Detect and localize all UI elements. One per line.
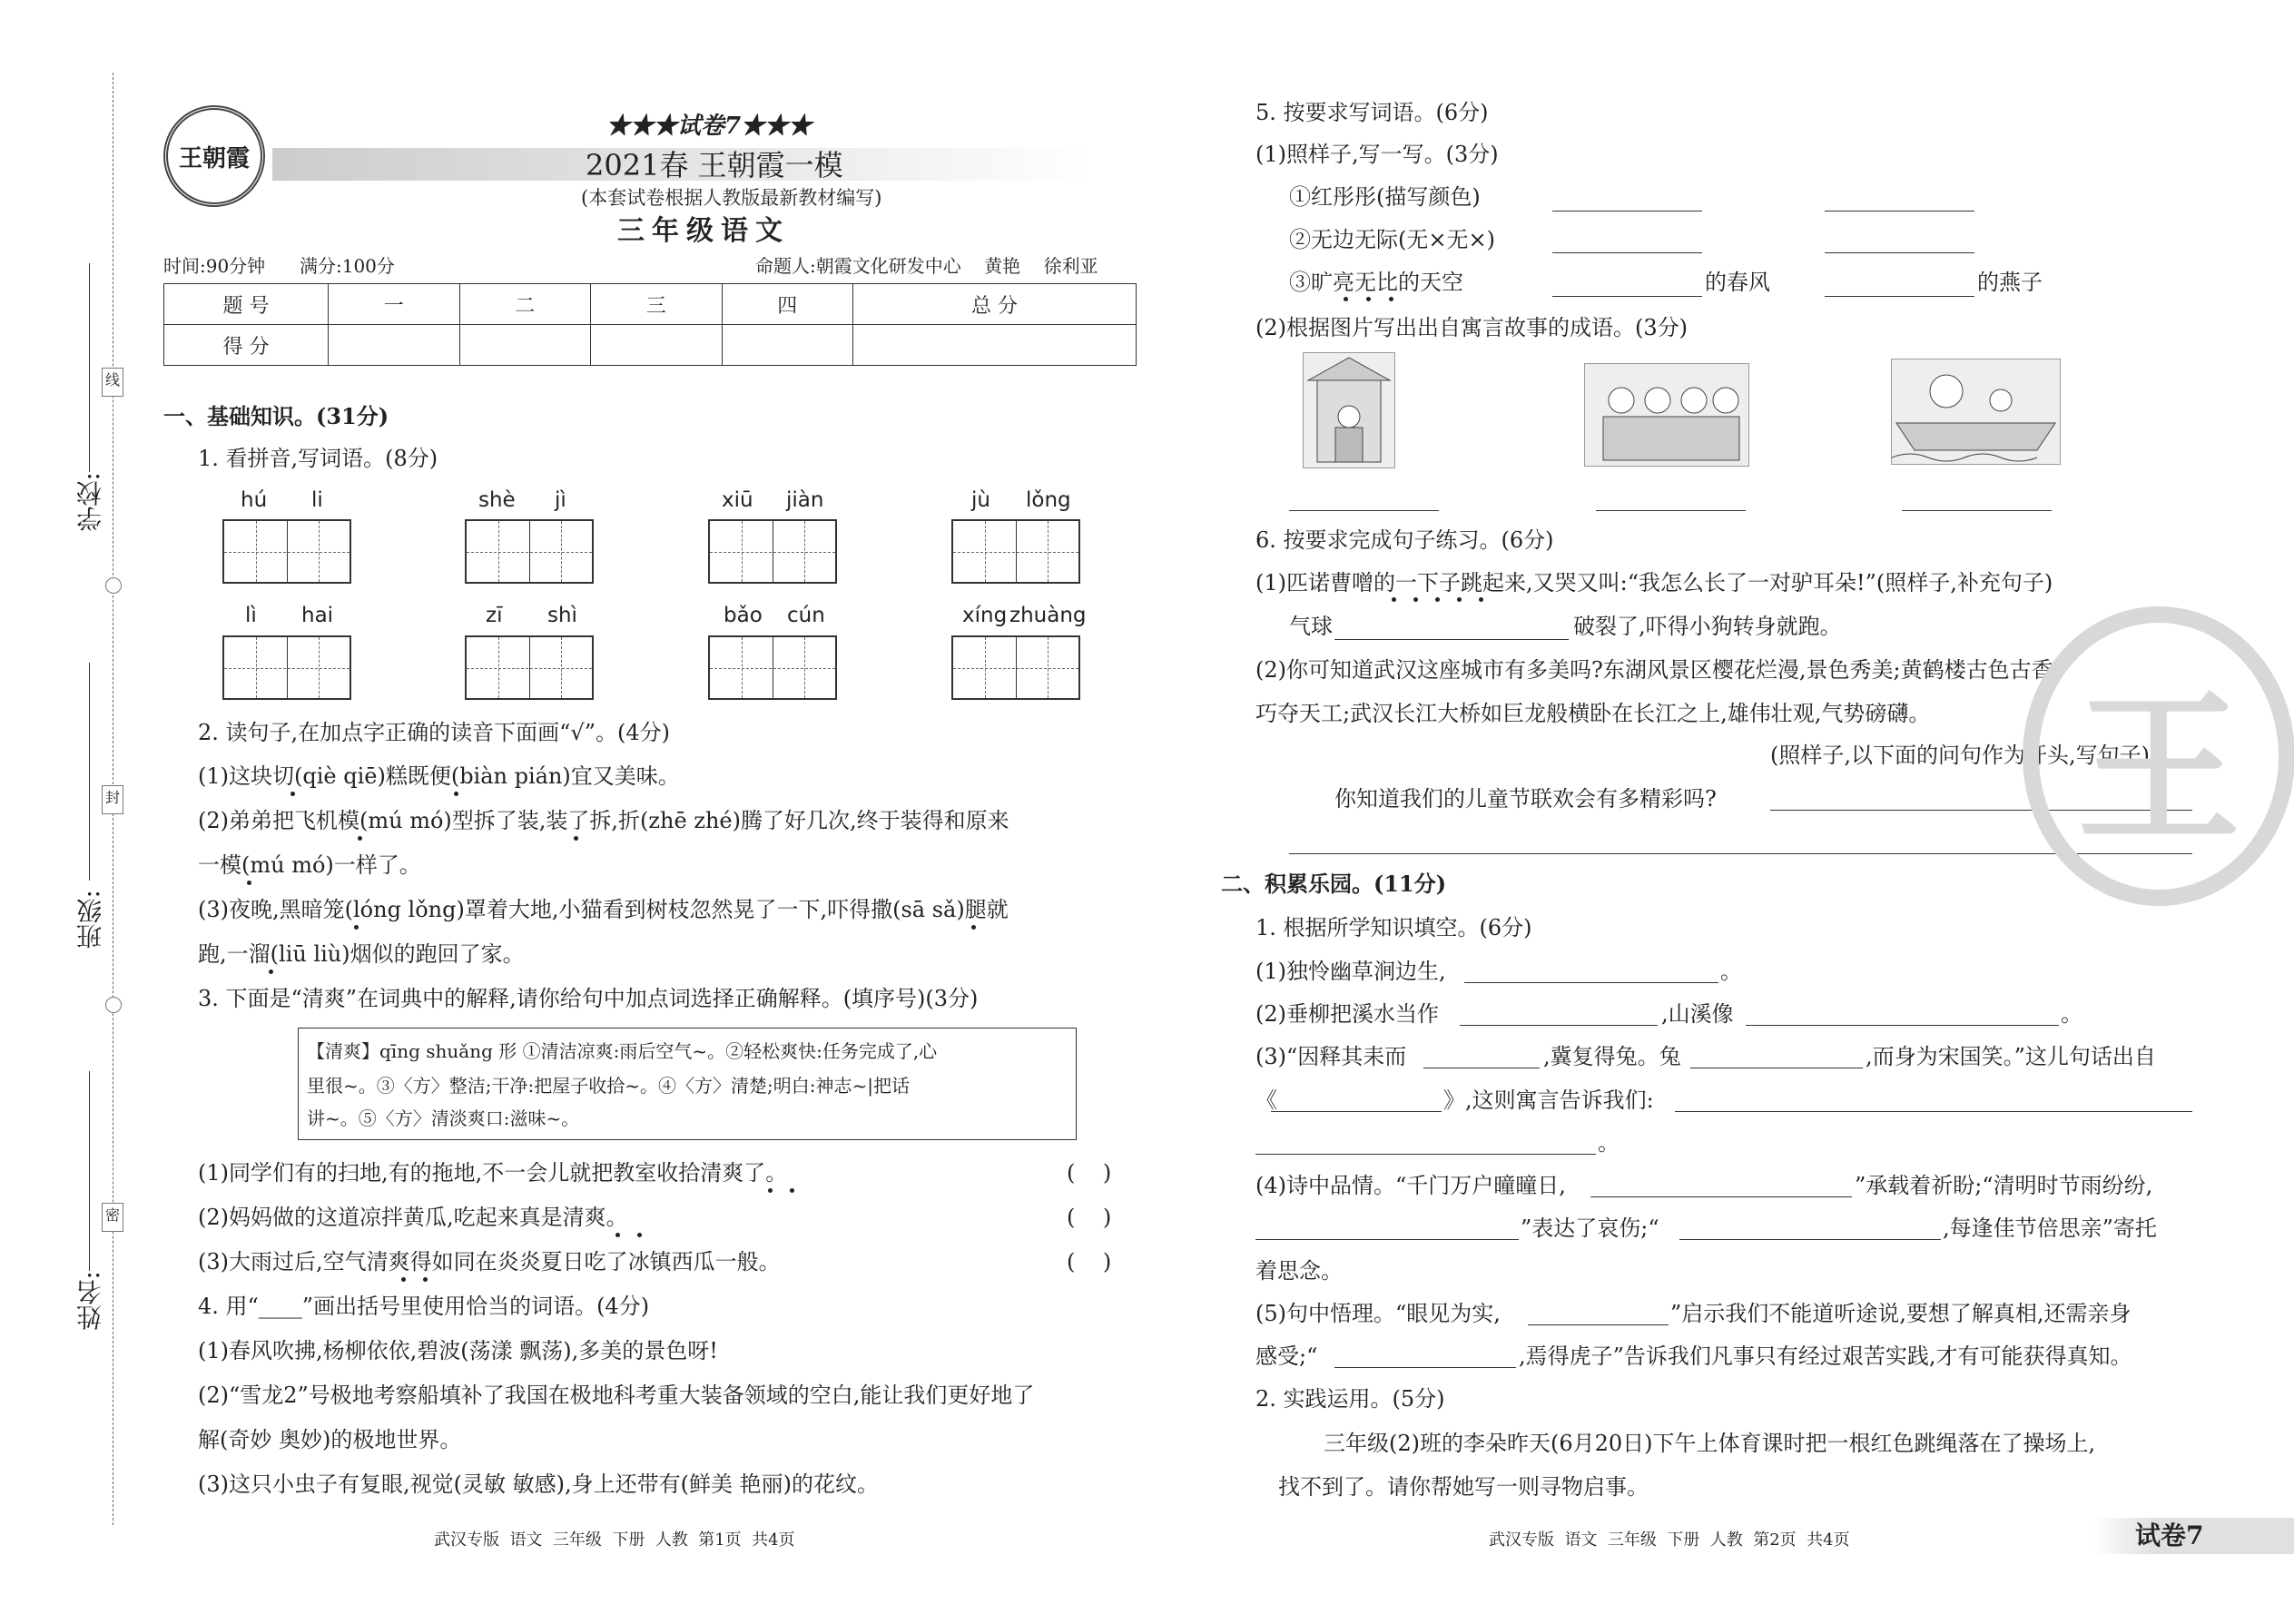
q4-3: (3)这只小虫子有复眼,视觉(灵敏 敏感),身上还带有(鲜美 艳丽)的花纹。: [198, 1471, 879, 1497]
q5-1a: ①红彤彤(描写颜色): [1289, 184, 1481, 210]
q1-title: 1. 看拼音,写词语。(8分): [198, 446, 438, 471]
pinyin: cún: [787, 604, 825, 627]
score-input[interactable]: [459, 325, 591, 366]
r1-4d: ,每逢佳节倍思亲”寄托: [1943, 1216, 2157, 1241]
emphasis-dot: [574, 836, 578, 841]
q6-2d: 你知道我们的儿童节联欢会有多精彩吗?: [1334, 786, 1717, 812]
r1-5b: ”启示我们不能道听途说,要想了解真相,还需亲身: [1670, 1301, 2132, 1326]
answer-paren[interactable]: ( ): [1067, 1160, 1112, 1186]
secret-mark: 密: [102, 1203, 123, 1232]
answer-line[interactable]: [1255, 1239, 1519, 1240]
answer-line[interactable]: [1596, 510, 1746, 511]
right-footer: 武汉专版 语文 三年级 下册 人教 第2页 共4页: [1489, 1530, 1850, 1550]
full-score-label: 满分:100分: [300, 255, 395, 277]
writing-grid[interactable]: [708, 519, 837, 584]
emphasis-dot: [1479, 597, 1483, 602]
pinyin: li: [311, 488, 323, 512]
answer-line[interactable]: [1552, 296, 1702, 297]
watermark-seal: 王: [2023, 606, 2294, 906]
q6-1c: 破裂了,吓得小狗转身就跑。: [1573, 614, 1842, 639]
score-input[interactable]: [722, 325, 853, 366]
answer-line[interactable]: [1255, 1154, 1596, 1155]
writing-grid[interactable]: [222, 519, 351, 584]
answer-line[interactable]: [1679, 1239, 1941, 1240]
writing-grid[interactable]: [465, 635, 594, 700]
emphasis-dot: [354, 925, 359, 930]
q5-1c-3: 的燕子: [1977, 270, 2043, 295]
r2-title: 2. 实践运用。(5分): [1255, 1386, 1445, 1412]
emphasis-dot: [269, 969, 273, 974]
r2-a: 三年级(2)班的李朵昨天(6月20日)下午上体育课时把一根红色跳绳落在了操场上,: [1324, 1431, 2096, 1456]
idiom-picture-1: [1303, 352, 1395, 468]
series-label: ★★★试卷7★★★: [606, 113, 812, 140]
author-label: 命题人:朝霞文化研发中心 黄艳 徐利亚: [755, 255, 1098, 277]
answer-line[interactable]: [1675, 1111, 2192, 1112]
r1-2-end: 。: [2061, 1001, 2082, 1027]
q6-2c: (照样子,以下面的问句作为开头,写句子): [1770, 743, 2150, 768]
r1-3f: 。: [1598, 1130, 1620, 1156]
answer-paren[interactable]: ( ): [1067, 1249, 1112, 1275]
score-label-cell: 得 分: [164, 325, 329, 366]
q4-2b: 解(奇妙 奥妙)的极地世界。: [198, 1427, 462, 1452]
pinyin: lǒng: [1026, 488, 1071, 512]
name-label: 姓名:: [75, 1271, 105, 1331]
answer-line[interactable]: [1552, 252, 1702, 253]
answer-line[interactable]: [1528, 1324, 1669, 1325]
time-label: 时间:90分钟: [163, 255, 266, 277]
emphasis-dot: [790, 1188, 794, 1193]
q2-1: (1)这块切(qiè qiē)糕既便(biàn pián)宜又美味。: [198, 763, 680, 789]
emphasis-dot: [358, 836, 362, 841]
idiom-picture-2: [1584, 363, 1749, 467]
emphasis-dot: [247, 881, 251, 885]
score-input[interactable]: [853, 325, 1137, 366]
r1-5c: 感受;“: [1255, 1343, 1318, 1369]
answer-line[interactable]: [1825, 211, 1974, 212]
q5-1b: ②无边无际(无×无×): [1289, 227, 1495, 252]
q4-title: 4. 用“____”画出括号里使用恰当的词语。(4分): [198, 1294, 650, 1319]
r1-4c: ”表达了哀伤;“: [1521, 1216, 1659, 1241]
pinyin: hai: [301, 604, 334, 627]
q5-1c: ③旷亮无比的天空: [1289, 270, 1463, 295]
school-field[interactable]: [89, 263, 90, 472]
pinyin: xíng: [962, 604, 1008, 627]
r1-title: 1. 根据所学知识填空。(6分): [1255, 915, 1532, 940]
r1-3c: ,而身为宋国笑。”这儿句话出自: [1866, 1044, 2156, 1069]
r1-1-end: 。: [1720, 959, 1742, 984]
writing-grid[interactable]: [222, 635, 351, 700]
score-input[interactable]: [329, 325, 460, 366]
q5-title: 5. 按要求写词语。(6分): [1255, 100, 1489, 125]
q3-title: 3. 下面是“清爽”在词典中的解释,请你给句中加点词选择正确解释。(填序号)(3分): [198, 986, 979, 1011]
pinyin: hú: [241, 488, 268, 512]
r1-5a: (5)句中悟理。“眼见为实,: [1255, 1301, 1501, 1326]
pinyin: jù: [971, 488, 990, 512]
q3-3: (3)大雨过后,空气清爽得如同在炎炎夏日吃了冰镇西瓜一般。: [198, 1249, 781, 1275]
emphasis-dot: [1344, 297, 1348, 301]
class-label: 班级:: [75, 890, 105, 950]
emphasis-dot: [768, 1188, 773, 1193]
dict-line-3: 讲~。⑤〈方〉清淡爽口:滋味~。: [307, 1107, 580, 1129]
q6-1b: 气球: [1289, 614, 1333, 639]
pinyin: zī: [486, 604, 503, 627]
pinyin: jì: [555, 488, 566, 512]
q3-1: (1)同学们有的扫地,有的拖地,不一会儿就把教室收拾清爽了。: [198, 1160, 788, 1186]
answer-line[interactable]: [1902, 510, 2052, 511]
score-value-row: [164, 325, 1137, 366]
answer-line[interactable]: [1334, 639, 1569, 640]
score-cell: 三: [591, 284, 723, 325]
q2-2b: 一模(mú mó)一样了。: [198, 852, 421, 878]
answer-line[interactable]: [1590, 1196, 1852, 1197]
answer-line[interactable]: [1334, 1367, 1516, 1368]
answer-line[interactable]: [1460, 1025, 1658, 1026]
r1-3e: 》,这则寓言告诉我们:: [1443, 1088, 1654, 1113]
answer-paren[interactable]: ( ): [1067, 1205, 1112, 1230]
q5-2: (2)根据图片写出出自寓言故事的成语。(3分): [1255, 315, 1688, 340]
writing-grid[interactable]: [951, 519, 1080, 584]
emphasis-dot: [1389, 297, 1393, 301]
dict-line-1: 【清爽】qīng shuǎng 形 ①清洁凉爽:雨后空气~。②轻松爽快:任务完成了,心: [307, 1040, 938, 1062]
score-header-row: [164, 284, 1137, 325]
score-cell: 总 分: [853, 284, 1137, 325]
binding-hole-2: [105, 997, 122, 1013]
exam-note: (本套试卷根据人教版最新教材编写): [581, 187, 882, 209]
r1-2a: (2)垂柳把溪水当作: [1255, 1001, 1439, 1027]
answer-line[interactable]: [1289, 510, 1439, 511]
r2-b: 找不到了。请你帮她写一则寻物启事。: [1278, 1474, 1649, 1500]
r1-5d: ,焉得虎子”告诉我们凡事只有经过艰苦实践,才有可能获得真知。: [1519, 1343, 2132, 1369]
idiom-picture-3: [1891, 359, 2061, 465]
writing-grid[interactable]: [708, 635, 837, 700]
score-input[interactable]: [591, 325, 723, 366]
emphasis-dot: [454, 792, 458, 796]
left-footer: 武汉专版 语文 三年级 下册 人教 第1页 共4页: [434, 1530, 795, 1550]
emphasis-dot: [1435, 597, 1440, 602]
q6-2a: (2)你可知道武汉这座城市有多美吗?东湖风景区樱花烂漫,景色秀美;黄鹤楼古色古香,: [1255, 657, 2061, 683]
pinyin: shì: [547, 604, 577, 627]
emphasis-dot: [1413, 597, 1418, 602]
emphasis-dot: [401, 1277, 406, 1282]
pinyin: bǎo: [724, 604, 763, 627]
section-1-title: 一、基础知识。(31分): [163, 403, 389, 429]
line-mark: 线: [102, 368, 123, 397]
r1-3d: 《: [1255, 1088, 1277, 1113]
q6-2b: 巧夺天工;武汉长江大桥如巨龙般横卧在长江之上,雄伟壮观,气势磅礴。: [1255, 701, 1931, 726]
q2-2a: (2)弟弟把飞机模(mú mó)型拆了装,装了拆,折(zhē zhé)腾了好几次,终于装得和原来: [198, 808, 1009, 833]
q5-1c-2: 的春风: [1705, 270, 1770, 295]
emphasis-dot: [637, 1233, 642, 1237]
score-cell: 一: [329, 284, 460, 325]
emphasis-dot: [615, 1233, 620, 1237]
r1-4b: ”承载着祈盼;“清明时节雨纷纷,: [1855, 1173, 2153, 1198]
pinyin: shè: [478, 488, 516, 512]
writing-grid[interactable]: [951, 635, 1080, 700]
q2-3a: (3)夜晚,黑暗笼(lóng lǒng)罩着大地,小猫看到树枝忽然晃了一下,吓得撒(sā sǎ)腿就: [198, 897, 1009, 922]
emphasis-dot: [1366, 297, 1371, 301]
dict-line-2: 里很~。③〈方〉整洁;干净:把屋子收拾~。④〈方〉清楚;明白:神志~|把话: [307, 1075, 910, 1097]
q2-title: 2. 读句子,在加点字正确的读音下面画“√”。(4分): [198, 720, 670, 745]
emphasis-dot: [423, 1277, 428, 1282]
section-2-title: 二、积累乐园。(11分): [1221, 871, 1447, 897]
answer-line[interactable]: [1825, 252, 1974, 253]
answer-line[interactable]: [1464, 982, 1718, 983]
r1-2b: ,山溪像: [1661, 1001, 1734, 1027]
q6-title: 6. 按要求完成句子练习。(6分): [1255, 527, 1554, 553]
answer-line[interactable]: [1825, 296, 1974, 297]
answer-line[interactable]: [1271, 1111, 1442, 1112]
pinyin: xiū: [722, 488, 753, 512]
emphasis-dot: [1392, 597, 1396, 602]
name-field[interactable]: [89, 1071, 90, 1271]
answer-line[interactable]: [1552, 211, 1702, 212]
answer-line[interactable]: [1746, 1025, 2059, 1026]
binding-hole-1: [105, 577, 122, 594]
emphasis-dot: [971, 925, 976, 930]
logo: 王朝霞: [163, 105, 265, 207]
emphasis-dot: [1457, 597, 1462, 602]
school-label: 学校:: [75, 472, 105, 532]
pinyin: jiàn: [786, 488, 824, 512]
exam-tag-label: 试卷7: [2135, 1521, 2204, 1550]
score-cell: 四: [722, 284, 853, 325]
exam-title: 2021春 王朝霞一模: [586, 148, 843, 182]
score-cell: 题 号: [164, 284, 329, 325]
writing-grid[interactable]: [465, 519, 594, 584]
pinyin: zhuàng: [1009, 604, 1087, 627]
pinyin: lì: [245, 604, 257, 627]
q4-2a: (2)“雪龙2”号极地考察船填补了我国在极地科考重大装备领域的空白,能让我们更好地了: [198, 1383, 1035, 1408]
subject-title: 三年级语文: [617, 215, 790, 247]
r1-1: (1)独怜幽草涧边生,: [1255, 959, 1446, 984]
r1-4e: 着思念。: [1255, 1258, 1343, 1284]
class-field[interactable]: [89, 663, 90, 881]
emphasis-dot: [290, 792, 295, 796]
q2-3b: 跑,一溜(liū liù)烟似的跑回了家。: [198, 941, 525, 967]
r1-4a: (4)诗中品情。“千门万户曈曈日,: [1255, 1173, 1566, 1198]
r1-3a: (3)“因释其耒而: [1255, 1044, 1407, 1069]
q4-1: (1)春风吹拂,杨柳依依,碧波(荡漾 飘荡),多美的景色呀!: [198, 1338, 718, 1363]
score-cell: 二: [459, 284, 591, 325]
seal-mark: 封: [102, 785, 123, 814]
r1-3b: ,冀复得兔。兔: [1543, 1044, 1681, 1069]
score-table: [163, 283, 1137, 366]
q6-1: (1)匹诺曹噌的一下子跳起来,又哭又叫:“我怎么长了一对驴耳朵!”(照样子,补充句子): [1255, 570, 2053, 595]
q5-1: (1)照样子,写一写。(3分): [1255, 142, 1499, 167]
q3-2: (2)妈妈做的这道凉拌黄瓜,吃起来真是清爽。: [198, 1205, 628, 1230]
